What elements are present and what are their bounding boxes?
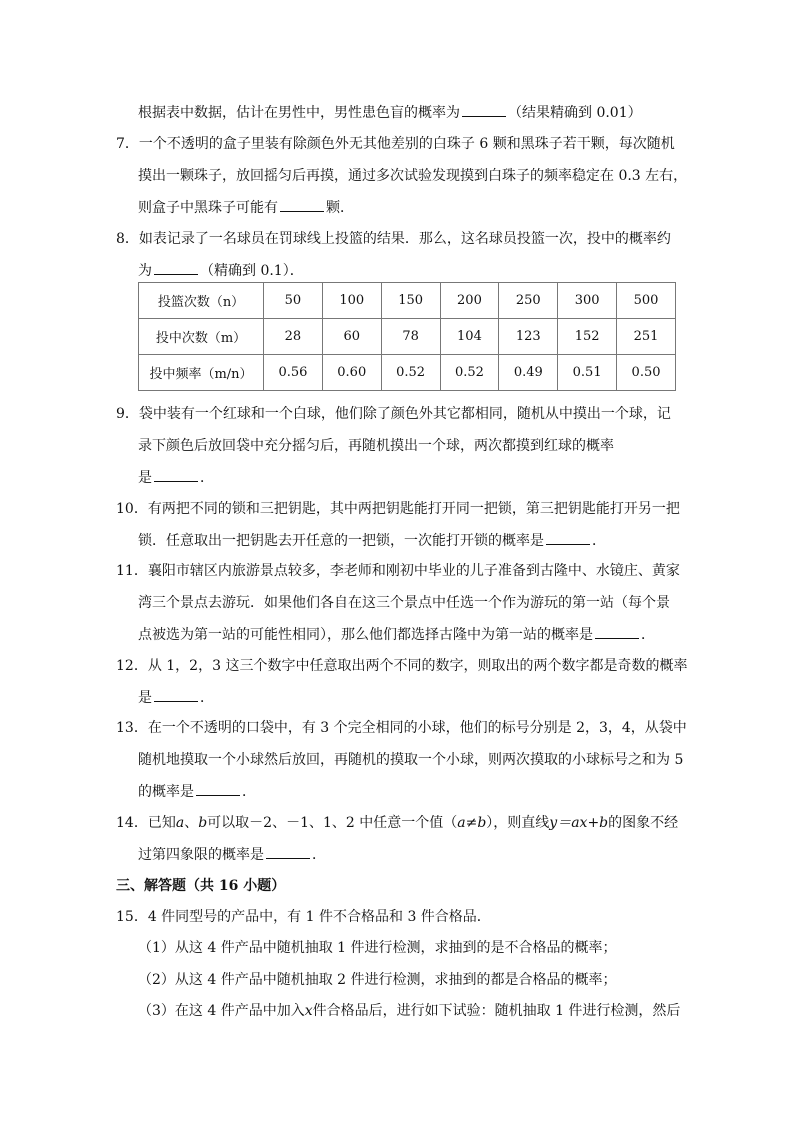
q6-line [138,102,642,122]
answer-blank [154,687,198,702]
q6-tail: （结果精确到 0.01） [508,105,642,121]
q15-subquestion-3 [138,1001,680,1021]
table-cell: 0.49 [499,355,558,391]
q15-text-3a: （3）在这 4 件产品中加入 [138,1003,305,1019]
row-header: 投篮次数（n） [139,283,264,319]
question-number: 13． [116,720,148,736]
answer-blank [266,844,310,859]
q11-text-3b: ． [641,627,655,643]
q15-subquestion-2: （2）从这 4 件产品中随机抽取 2 件进行检测，求抽到的都是合格品的概率； [138,972,617,988]
condition-expr: a≠b [457,815,487,831]
q14-text-1c: ），则直线 [486,815,550,831]
q9-text-1: 袋中装有一个红球和一个白球，他们除了颜色外其它都相同，随机从中摸出一个球，记 [138,406,671,422]
q14-text-1a: 已知 [147,815,176,831]
q9-text-2: 录下颜色后放回袋中充分摇匀后，再随机摸出一个球，两次都摸到红球的概率 [138,438,614,454]
q7-text-3b: 颗． [326,200,354,216]
answer-blank [280,197,324,212]
table-cell: 28 [264,319,323,355]
table-cell: 500 [617,283,676,319]
q9-line-2 [138,436,614,456]
table-cell: 251 [617,319,676,355]
table-cell: 0.50 [617,355,676,391]
q13-line-1 [116,718,687,738]
question-number: 12． [116,658,148,674]
q14-separator: 、 [184,815,199,831]
table-cell: 0.52 [381,355,440,391]
table-cell: 100 [322,283,381,319]
answer-blank [462,102,506,117]
q14-text-1d: 的图象不经 [608,815,679,831]
q9-text-3b: ． [200,470,214,486]
question-number: 7． [116,136,139,152]
q11-line-3 [138,624,655,644]
q13-text-3b: ． [242,784,256,800]
q14-text-1b: 可以取－2、－1、1、2 中任意一个值（ [207,815,458,831]
table-cell: 0.56 [264,355,323,391]
q9-text-3a: 是 [138,470,152,486]
q13-text-1: 在一个不透明的口袋中，有 3 个完全相同的小球，他们的标号分别是 2，3，4，从袋中 [147,720,687,736]
q11-text-2: 湾三个景点去游玩．如果他们各自在这三个景点中任选一个作为游玩的第一站（每个景 [138,595,670,611]
q7-text-2: 摸出一颗珠子，放回摇匀后再摸，通过多次试验发现摸到白珠子的频率稳定在 0.3 左右， [138,168,688,184]
variable-b: b [198,815,208,831]
answer-blank [154,467,198,482]
table-cell: 150 [381,283,440,319]
q12-text-1: 从 1，2，3 这三个数字中任意取出两个不同的数字，则取出的两个数字都是奇数的概率 [147,658,688,674]
q9-line-3 [138,467,214,487]
q7-line-3 [138,197,354,217]
question-number: 8． [116,231,139,247]
variable-x: x [304,1003,313,1019]
table-cell: 0.52 [440,355,499,391]
q10-text-1: 有两把不同的锁和三把钥匙，其中两把钥匙能打开同一把锁，第三把钥匙能打开另一把 [147,501,680,517]
q8-line-1 [116,229,671,249]
table-cell: 104 [440,319,499,355]
q11-text-1: 襄阳市辖区内旅游景点较多，李老师和刚初中毕业的儿子准备到古隆中、水镜庄、黄家 [147,563,680,579]
row-header: 投中次数（m） [139,319,264,355]
table-row [139,283,676,319]
table-cell: 0.60 [322,355,381,391]
q13-line-3 [138,781,256,801]
question-number: 14． [116,815,148,831]
q15-text-1: 4 件同型号的产品中，有 1 件不合格品和 3 件合格品． [147,909,491,925]
q13-line-2 [138,750,683,770]
q10-text-2b: ． [592,533,606,549]
q13-text-3a: 的概率是 [138,784,194,800]
table-row [139,355,676,391]
row-header: 投中频率（m/n） [139,355,264,391]
question-number: 15． [116,909,148,925]
free-throw-table [138,282,676,391]
q15-text-3b: 件合格品后，进行如下试验：随机抽取 1 件进行检测，然后 [312,1003,681,1019]
q10-line-1 [116,499,680,519]
answer-blank [595,624,639,639]
question-number: 9． [116,406,139,422]
q7-text-3a: 则盒子中黑珠子可能有 [138,200,278,216]
q6-text: 根据表中数据，估计在男性中，男性患色盲的概率为 [138,105,460,121]
q11-line-1 [116,561,680,581]
table-cell: 200 [440,283,499,319]
table-cell: 300 [558,283,617,319]
q12-text-2b: ． [200,690,214,706]
question-number: 11． [116,563,148,579]
q12-line-1 [116,656,687,676]
q7-text-1: 一个不透明的盒子里装有除颜色外无其他差别的白珠子 6 颗和黑珠子若干颗，每次随机 [138,136,675,152]
q8-text-2a: 为 [138,263,152,279]
line-equation: y＝ax+b [549,815,609,831]
table-cell: 250 [499,283,558,319]
q12-text-2a: 是 [138,690,152,706]
q8-text-2b: （精确到 0.1）． [200,263,304,279]
answer-blank [196,781,240,796]
q8-text-1: 如表记录了一名球员在罚球线上投篮的结果．那么，这名球员投篮一次，投中的概率约 [138,231,671,247]
answer-blank [546,530,590,545]
section-heading: 三、解答题（共 16 小题） [116,878,286,894]
q15-line-1 [116,907,491,927]
table-cell: 0.51 [558,355,617,391]
q13-text-2: 随机地摸取一个小球然后放回，再随机的摸取一个小球，则两次摸取的小球标号之和为 5 [138,752,684,768]
q14-line-2 [138,844,326,864]
table-cell: 50 [264,283,323,319]
q15-subquestion-1: （1）从这 4 件产品中随机抽取 1 件进行检测，求抽到的是不合格品的概率； [138,940,617,956]
q11-text-3a: 点被选为第一站的可能性相同），那么他们都选择古隆中为第一站的概率是 [138,627,593,643]
answer-blank [154,260,198,275]
q9-line-1 [116,404,671,424]
q14-text-2b: ． [312,847,326,863]
table-cell: 123 [499,319,558,355]
q8-line-2 [138,260,304,280]
q7-line-1 [116,134,675,154]
q12-line-2 [138,687,214,707]
question-number: 10． [116,501,148,517]
q10-line-2 [138,530,606,550]
q14-text-2a: 过第四象限的概率是 [138,847,264,863]
table-cell: 78 [381,319,440,355]
variable-a: a [175,815,185,831]
q7-line-2 [138,166,687,186]
q10-text-2a: 锁．任意取出一把钥匙去开任意的一把锁，一次能打开锁的概率是 [138,533,544,549]
q11-line-2 [138,593,670,613]
table-cell: 152 [558,319,617,355]
q14-line-1 [116,813,678,833]
table-cell: 60 [322,319,381,355]
table-row [139,319,676,355]
